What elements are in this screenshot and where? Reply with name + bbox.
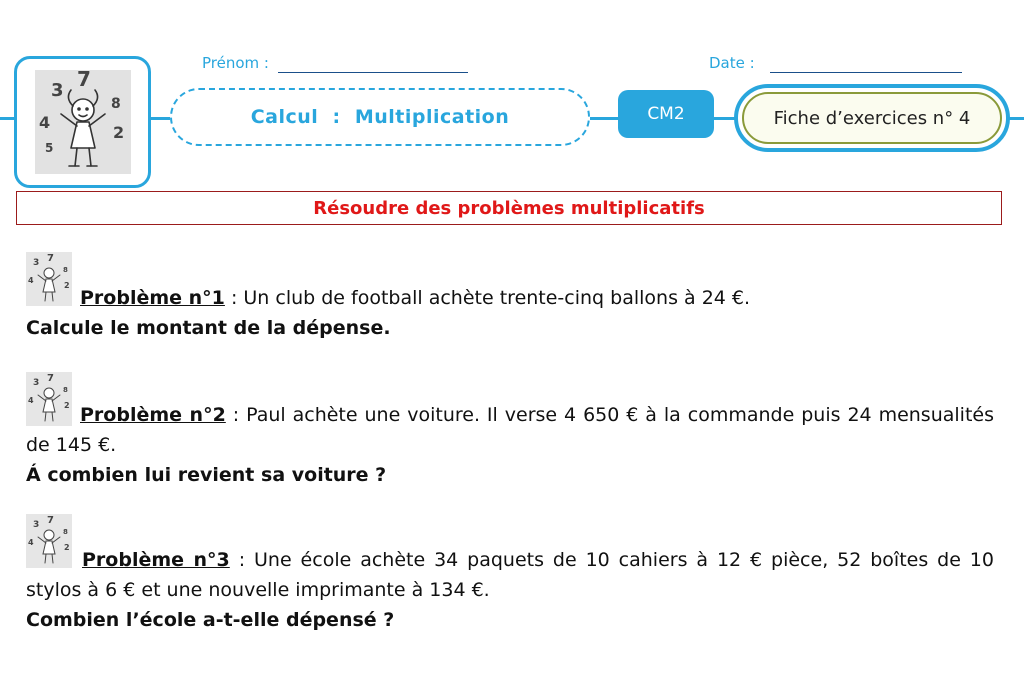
svg-text:3: 3 (50, 80, 64, 101)
svg-text:3: 3 (33, 258, 40, 268)
logo-frame (14, 56, 151, 188)
problem-2-text: : Paul achète une voiture. Il verse 4 650 € à la commande puis 24 mensualités de 145 €. (26, 404, 994, 456)
header-connector-line (714, 117, 736, 120)
juggling-kid-logo-icon (33, 68, 133, 176)
problem-2-statement (26, 400, 994, 460)
svg-text:2: 2 (64, 401, 70, 410)
svg-text:8: 8 (63, 528, 68, 536)
svg-text:7: 7 (76, 68, 91, 91)
problem-3-question: Combien l’école a-t-elle dépensé ? (26, 609, 395, 631)
page-title (170, 88, 590, 146)
svg-text:2: 2 (64, 281, 70, 290)
sheet-number-badge (734, 84, 1010, 152)
svg-text:3: 3 (33, 520, 40, 530)
problem-2 (26, 400, 994, 490)
firstname-field[interactable] (278, 72, 468, 73)
problem-2-label: Problème n°2 (80, 404, 226, 426)
problem-1-text: : Un club de football achète trente-cinq ballons à 24 €. (224, 287, 751, 309)
problem-2-question: Á combien lui revient sa voiture ? (26, 464, 387, 486)
svg-text:5: 5 (44, 141, 53, 155)
svg-text:2: 2 (64, 543, 70, 552)
sheet-number-text: Fiche d’exercices n° 4 (773, 107, 971, 129)
problem-3-text: : Une école achète 34 paquets de 10 cahiers à 12 € pièce, 52 boîtes de 10 stylos à 6 € et une nouvelle imprimante à 134 €. (26, 549, 994, 601)
svg-text:3: 3 (33, 378, 40, 388)
problem-3-statement (26, 545, 994, 605)
sheet-number-inner (742, 92, 1002, 144)
svg-text:2: 2 (112, 123, 124, 142)
problem-1-label: Problème n°1 (80, 287, 225, 309)
header-connector-line (0, 117, 14, 120)
svg-text:4: 4 (38, 113, 50, 132)
svg-text:8: 8 (110, 96, 121, 112)
svg-text:4: 4 (28, 538, 34, 547)
problem-1-question: Calcule le montant de la dépense. (26, 317, 391, 339)
svg-text:8: 8 (63, 266, 68, 274)
firstname-label: Prénom : (202, 54, 269, 72)
date-label: Date : (709, 54, 755, 72)
date-field[interactable] (770, 72, 962, 73)
level-badge-text: CM2 (647, 104, 685, 124)
problem-3-label: Problème n°3 (82, 549, 230, 571)
svg-text:7: 7 (47, 253, 54, 264)
svg-text:8: 8 (63, 386, 68, 394)
problem-1 (26, 283, 994, 343)
problem-3 (26, 545, 994, 635)
header-connector-line (151, 117, 170, 120)
section-banner-text: Résoudre des problèmes multiplicatifs (313, 197, 705, 219)
svg-text:4: 4 (28, 396, 34, 405)
header-connector-line (590, 117, 618, 120)
svg-text:7: 7 (47, 373, 54, 384)
problem-1-statement (26, 283, 994, 313)
svg-text:7: 7 (47, 515, 54, 526)
page-title-text: Calcul : Multiplication (250, 106, 510, 128)
section-banner (16, 191, 1002, 225)
level-badge (618, 90, 714, 138)
header-connector-line (1008, 117, 1024, 120)
svg-text:4: 4 (28, 276, 34, 285)
